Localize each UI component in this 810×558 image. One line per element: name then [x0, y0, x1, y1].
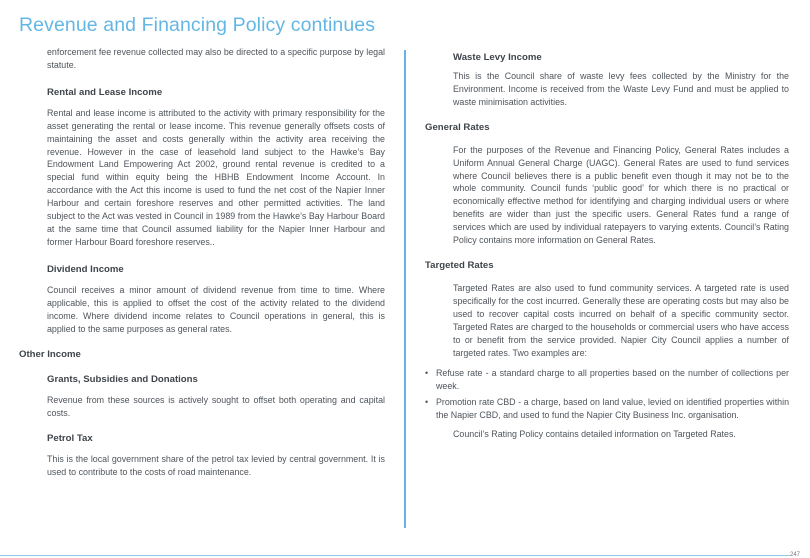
rental-lease-paragraph: Rental and lease income is attributed to the activity with primary responsibility for the asset generating the rental or lease income. This revenue generally offsets costs of maintaining the asset and costs generally within the activity area receiving the revenue. However in the case of leasehold land subject to the Hawke’s Bay Endowment Land Empowering Act 2002, ground rental revenue is credited to a special fund within equity being the HBHB Endowment Income Account. In accordance with the Act this income is used to fund the net cost of the Napier Inner Harbour and certain foreshore reserves and other permitted activities. The land subject to the Act was vested in Council in 1989 from the Hawke’s Bay Harbour Board at the same time that Council assumed liability for the Napier Inner Harbour and former Harbour Board foreshore reserves..: [47, 107, 385, 247]
petrol-tax-heading: Petrol Tax: [47, 433, 93, 445]
grants-paragraph: Revenue from these sources is actively sought to offset both operating and capital costs.: [47, 395, 385, 419]
targeted-rates-paragraph: Targeted Rates are also used to fund community services. A targeted rate is used specifically for the cost incurred. Generally these are operating costs but may also be used to recover capital costs incurred on behalf of a specific community sector. Targeted Rates are charged to the households or commercial users who have access to or benefit from the service provided. Napier City Council applies a number of targeted rates. Two examples are:: [453, 282, 789, 358]
other-income-heading: Other Income: [19, 349, 81, 361]
petrol-tax-paragraph: This is the local government share of the petrol tax levied by central government. It is used to contribute to the costs of road maintenance.: [47, 454, 385, 478]
waste-levy-heading: Waste Levy Income: [453, 52, 542, 63]
list-item: • Promotion rate CBD - a charge, based on land value, levied on identified properties within the Napier CBD, and used to fund the Napier City Business Inc. organisation.: [425, 396, 789, 422]
rental-lease-heading: Rental and Lease Income: [47, 86, 163, 98]
dividend-income-paragraph: Council receives a minor amount of dividend revenue from time to time. Where applicable, this is applied to offset the cost of the activity related to the dividend income. Where dividend income relates to Council operations in general, this is applied to the same purposes as general rates.: [47, 284, 385, 334]
general-rates-heading: General Rates: [425, 121, 490, 133]
targeted-rates-footer: Council’s Rating Policy contains detailed information on Targeted Rates.: [453, 429, 736, 440]
right-column: [425, 46, 789, 441]
dividend-income-heading: Dividend Income: [47, 263, 124, 275]
targeted-rates-examples: [425, 367, 789, 422]
general-rates-paragraph: For the purposes of the Revenue and Financing Policy, General Rates includes a Uniform Annual General Charge (UAGC). General Rates are used to fund services where Council believes there is a public benefit even though it may not be to the whole community. Council funds ‘public good’ for which there is no practical or economically effective method for identifying and charging individual users or where benefits are wider than just the specific users. General Rates fund a range of services which are used by individual ratepayers to varying extents. Council’s Rating Policy contains more information on General Rates.: [453, 144, 789, 246]
targeted-rates-heading: Targeted Rates: [425, 259, 494, 271]
column-divider: [404, 50, 406, 528]
page-title: Revenue and Financing Policy continues: [19, 14, 376, 36]
list-item: • Refuse rate - a standard charge to all properties based on the number of collections per week.: [425, 367, 789, 393]
grants-heading: Grants, Subsidies and Donations: [47, 374, 198, 386]
intro-paragraph: enforcement fee revenue collected may also be directed to a specific purpose by legal statute.: [47, 47, 385, 70]
waste-levy-paragraph: This is the Council share of waste levy fees collected by the Ministry for the Environment. Income is received from the Waste Levy Fund and must be applied to waste minimisation activities.: [453, 71, 789, 107]
left-column: [19, 46, 385, 479]
footer-rule: [0, 555, 790, 556]
page-number: 247: [790, 552, 801, 558]
